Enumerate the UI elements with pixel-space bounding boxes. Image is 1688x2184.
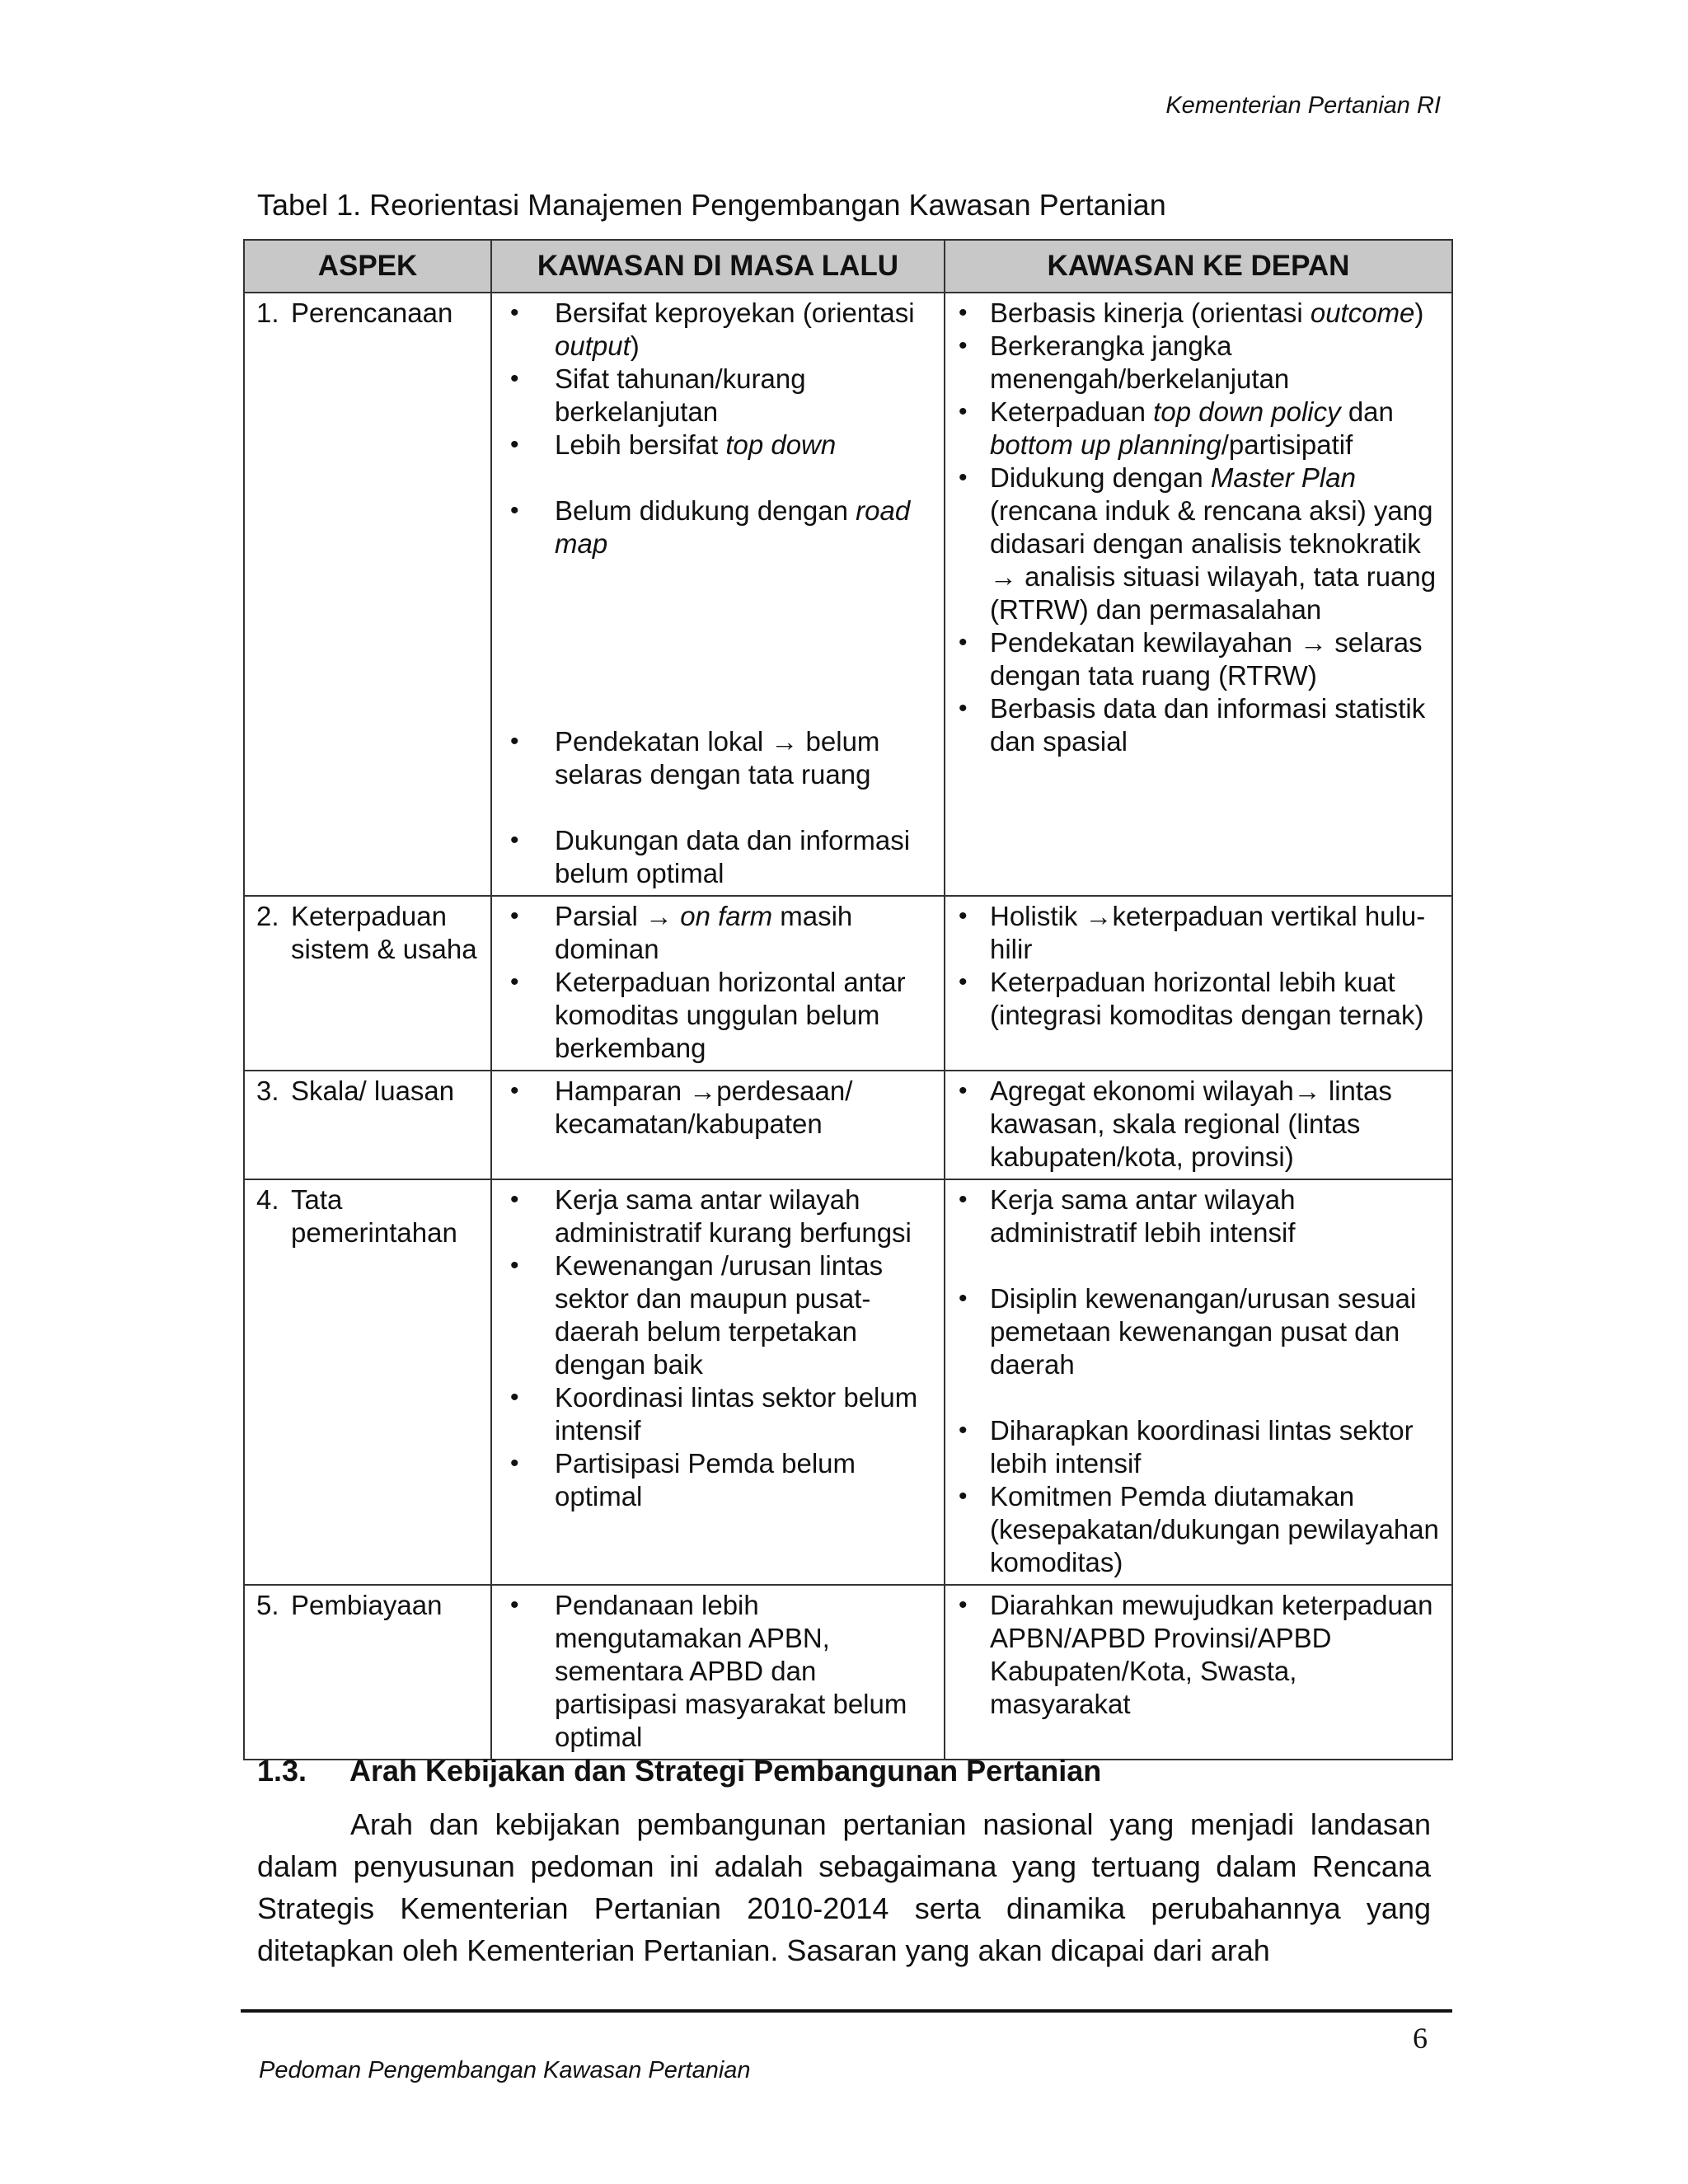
list-item: • Berkerangka jangka menengah/berkelanjutan — [957, 330, 1440, 396]
reorientation-table — [243, 239, 1453, 1760]
body-paragraph: Arah dan kebijakan pembangunan pertanian nasional yang menjadi landasan dalam penyusunan pedoman ini adalah sebagaimana yang tertuang dalam Rencana Strategis Kementerian Pertanian 2010-2014 serta dinamika perubahannya yang ditetapkan oleh Kementerian Pertanian. Sasaran yang akan dicapai dari arah — [257, 1807, 1431, 1967]
aspek-number: 2. — [256, 901, 279, 931]
aspek-number: 3. — [256, 1076, 279, 1106]
running-footer: Pedoman Pengembangan Kawasan Pertanian — [259, 2057, 751, 2083]
column-header-future: KAWASAN KE DEPAN — [945, 240, 1452, 293]
future-cell — [945, 896, 1452, 1071]
list-item: • Pendanaan lebih mengutamakan APBN, sementara APBD dan partisipasi masyarakat belum optimal — [504, 1589, 932, 1754]
past-cell — [491, 1071, 945, 1179]
aspek-cell — [244, 1179, 491, 1585]
footer-divider — [241, 2009, 1452, 2013]
aspek-number: 1. — [256, 298, 279, 328]
aspek-label: Pembiayaan — [291, 1590, 443, 1620]
table-caption: Tabel 1. Reorientasi Manajemen Pengembangan Kawasan Pertanian — [257, 188, 1166, 222]
future-cell — [945, 293, 1452, 896]
future-cell — [945, 1585, 1452, 1760]
list-item: • Holistik →keterpaduan vertikal hulu-hilir — [957, 900, 1440, 966]
list-item: • Didukung dengan Master Plan (rencana induk & rencana aksi) yang didasari dengan analisis teknokratik → analisis situasi wilayah, tata ruang (RTRW) dan permasalahan — [957, 462, 1440, 626]
list-item: • Berbasis data dan informasi statistik dan spasial — [957, 692, 1440, 758]
table-row — [244, 1179, 1452, 1585]
table-row — [244, 896, 1452, 1071]
aspek-cell — [244, 293, 491, 896]
future-cell — [945, 1071, 1452, 1179]
aspek-label: Tata pemerintahan — [291, 1184, 457, 1248]
section-number: 1.3. — [257, 1754, 307, 1788]
list-item: • Partisipasi Pemda belum optimal — [504, 1447, 932, 1513]
list-item: • Diarahkan mewujudkan keterpaduan APBN/APBD Provinsi/APBD Kabupaten/Kota, Swasta, masyarakat — [957, 1589, 1440, 1721]
list-item: • Keterpaduan horizontal lebih kuat (integrasi komoditas dengan ternak) — [957, 966, 1440, 1032]
list-item: • Lebih bersifat top down — [504, 429, 932, 462]
section-title: Arah Kebijakan dan Strategi Pembangunan Pertanian — [349, 1754, 1102, 1788]
aspek-number: 4. — [256, 1184, 279, 1215]
aspek-label: Perencanaan — [291, 298, 453, 328]
list-item: • Sifat tahunan/kurang berkelanjutan — [504, 363, 932, 429]
running-header: Kementerian Pertanian RI — [1165, 92, 1441, 119]
section-heading — [257, 1754, 1428, 1788]
past-cell — [491, 896, 945, 1071]
aspek-cell — [244, 1071, 491, 1179]
column-header-aspek: ASPEK — [244, 240, 491, 293]
list-item: • Parsial → on farm masih dominan — [504, 900, 932, 966]
list-item: • Dukungan data dan informasi belum optimal — [504, 824, 932, 890]
table-header-row — [244, 240, 1452, 293]
aspek-cell — [244, 896, 491, 1071]
aspek-label: Keterpaduan sistem & usaha — [291, 901, 477, 964]
list-item: • Keterpaduan top down policy dan bottom up planning/partisipatif — [957, 396, 1440, 462]
list-item: • Pendekatan kewilayahan → selaras dengan tata ruang (RTRW) — [957, 626, 1440, 692]
list-item: • Kewenangan /urusan lintas sektor dan maupun pusat-daerah belum terpetakan dengan baik — [504, 1249, 932, 1381]
list-item: • Bersifat keproyekan (orientasi output) — [504, 297, 932, 363]
aspek-label: Skala/ luasan — [291, 1076, 455, 1106]
table-row — [244, 293, 1452, 896]
list-item: • Keterpaduan horizontal antar komoditas unggulan belum berkembang — [504, 966, 932, 1065]
list-item: • Diharapkan koordinasi lintas sektor lebih intensif — [957, 1414, 1440, 1480]
past-cell — [491, 1585, 945, 1760]
list-item: • Kerja sama antar wilayah administratif lebih intensif — [957, 1183, 1440, 1249]
past-cell — [491, 293, 945, 896]
list-item: • Belum didukung dengan road map — [504, 494, 932, 560]
past-cell — [491, 1179, 945, 1585]
aspek-number: 5. — [256, 1590, 279, 1620]
table-row — [244, 1585, 1452, 1760]
list-item: • Berbasis kinerja (orientasi outcome) — [957, 297, 1440, 330]
column-header-past: KAWASAN DI MASA LALU — [491, 240, 945, 293]
list-item: • Agregat ekonomi wilayah→ lintas kawasan, skala regional (lintas kabupaten/kota, provinsi) — [957, 1075, 1440, 1174]
list-item: • Hamparan →perdesaan/ kecamatan/kabupaten — [504, 1075, 932, 1141]
list-item: • Disiplin kewenangan/urusan sesuai pemetaan kewenangan pusat dan daerah — [957, 1282, 1440, 1381]
list-item: • Koordinasi lintas sektor belum intensif — [504, 1381, 932, 1447]
page-number: 6 — [1413, 2022, 1428, 2055]
table-row — [244, 1071, 1452, 1179]
future-cell — [945, 1179, 1452, 1585]
list-item: • Pendekatan lokal → belum selaras dengan tata ruang — [504, 725, 932, 791]
list-item: • Komitmen Pemda diutamakan (kesepakatan/dukungan pewilayahan komoditas) — [957, 1480, 1440, 1579]
list-item: • Kerja sama antar wilayah administratif kurang berfungsi — [504, 1183, 932, 1249]
aspek-cell — [244, 1585, 491, 1760]
